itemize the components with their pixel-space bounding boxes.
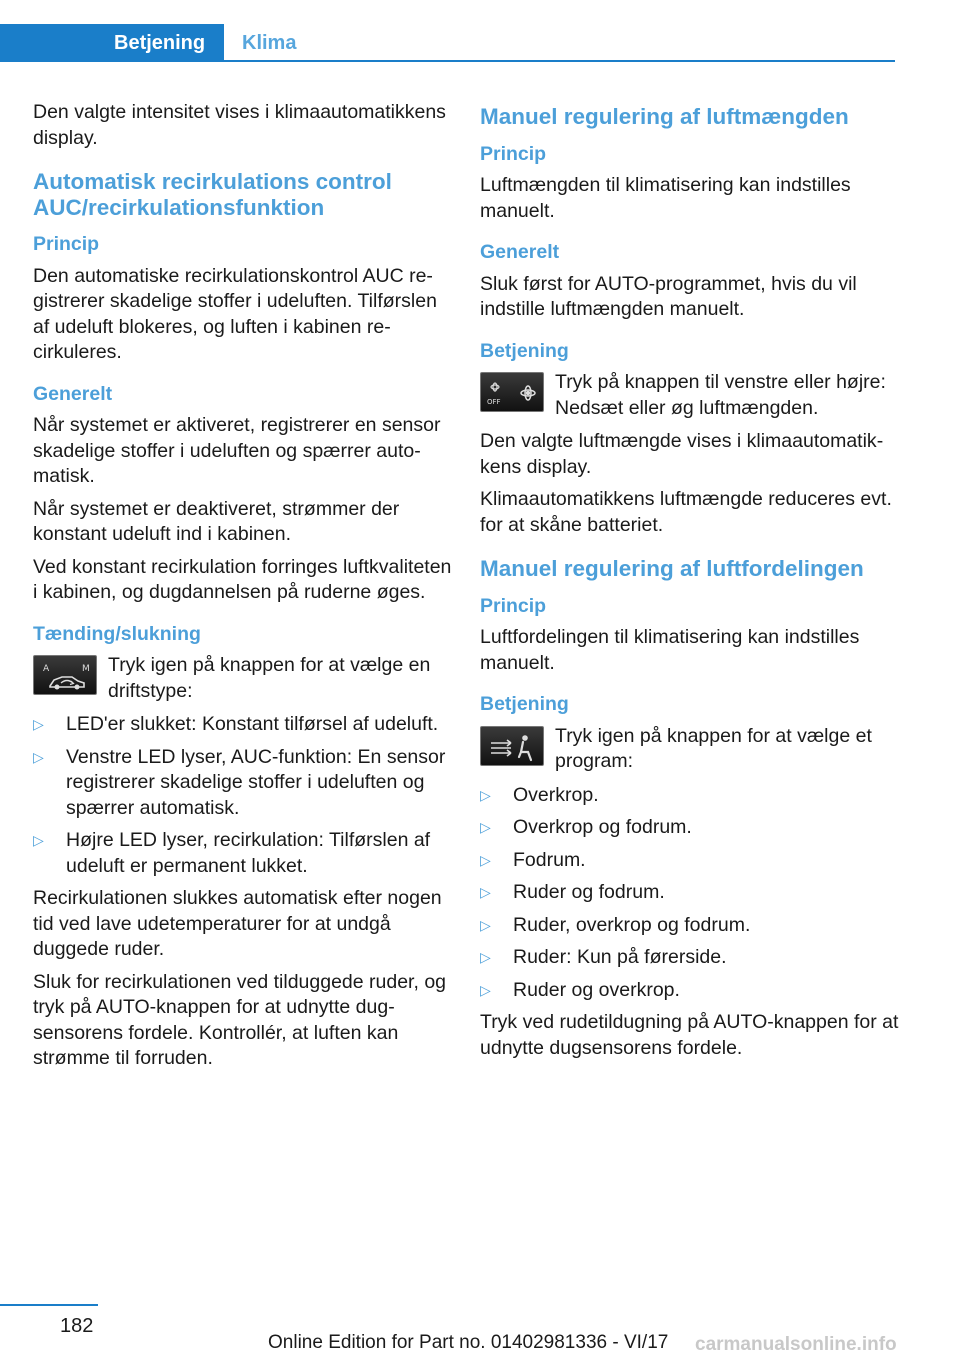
triangle-bullet-icon: ▷ bbox=[480, 786, 491, 803]
recirculation-car-icon bbox=[34, 656, 97, 695]
mode-list bbox=[33, 712, 453, 879]
fan-off-label: OFF bbox=[487, 398, 501, 406]
princip-text: Den automatiske recirkulationskontrol AUC registrerer skadelige stoffer i udeluften. Tilførslen af udeluft blokeres, og luften i kabinen recirkuleres. bbox=[33, 264, 437, 363]
princip-2-text: Luftfordelingen til klimatisering kan indstilles manuelt. bbox=[480, 626, 860, 674]
watermark-logo: carmanualsonline.info bbox=[695, 1334, 897, 1355]
led-label-a: A bbox=[43, 664, 50, 674]
subheading-princip: Princip bbox=[33, 233, 100, 255]
subheading-betjening: Betjening bbox=[480, 339, 569, 362]
triangle-bullet-icon: ▷ bbox=[480, 819, 491, 835]
list-item: ▷ Overkrop. bbox=[480, 783, 900, 809]
after-paragraph-2: Sluk for recirkulationen ved tilduggede ruder, og tryk på AUTO-knappen for at udnytte dugsensorens fordele. Kontrollér, at luften kan strømme til forruden. bbox=[33, 970, 447, 1069]
fan-operation bbox=[480, 370, 900, 421]
taending-instruction: Tryk igen på knappen for at vælge en driftstype: bbox=[108, 654, 431, 702]
generelt-paragraph-2: Når systemet er deaktiveret, strømmer der konstant udeluft ind i kabinen. bbox=[33, 497, 400, 545]
subheading-princip-2: Princip bbox=[480, 594, 547, 617]
list-item: ▷ Ruder, overkrop og fodrum. bbox=[480, 913, 900, 939]
list-item: ▷ Ruder: Kun på førerside. bbox=[480, 945, 900, 971]
triangle-bullet-icon: ▷ bbox=[480, 851, 491, 868]
footer-rule bbox=[0, 1304, 98, 1306]
list-item: ▷ Fodrum. bbox=[480, 848, 900, 874]
left-column bbox=[33, 100, 453, 1079]
fan-instruction: Tryk på knappen til venstre eller højre: Nedsæt eller øg luftmængden. bbox=[555, 371, 886, 419]
right-column bbox=[480, 100, 900, 1068]
tab-betjening[interactable]: Betjening bbox=[0, 24, 224, 60]
triangle-bullet-icon: ▷ bbox=[480, 981, 491, 998]
subheading-princip: Princip bbox=[480, 142, 547, 165]
tab-klima[interactable]: Klima bbox=[242, 32, 297, 54]
footer-edition: Online Edition for Part no. 01402981336 - VI/17 bbox=[268, 1332, 669, 1353]
list-item: ▷ Ruder og overkrop. bbox=[480, 978, 900, 1004]
fan-button-image bbox=[480, 372, 544, 412]
section-heading-auc: Automatisk recirkulations control AUC/recirkulationsfunktion bbox=[33, 169, 392, 220]
fan-paragraph-2: Klimaautomatikkens luftmængde reduceres evt. for at skåne batteriet. bbox=[480, 488, 892, 536]
distribution-instruction: Tryk igen på knappen for at vælge et program: bbox=[555, 724, 872, 772]
list-item: ▷ Ruder og fodrum. bbox=[480, 880, 900, 906]
final-text: Tryk ved rudetildugning på AUTO-knappen for at udnytte dugsensorens fordele. bbox=[480, 1011, 899, 1059]
triangle-bullet-icon: ▷ bbox=[33, 716, 44, 732]
page-header bbox=[0, 24, 895, 62]
subheading-taending: Tænding/slukning bbox=[33, 622, 201, 645]
fan-paragraph-1: Den valgte luftmængde vises i klimaautomatikkens display. bbox=[480, 430, 884, 478]
section-heading-airflow: Manuel regulering af luftmængden bbox=[480, 104, 849, 129]
triangle-bullet-icon: ▷ bbox=[480, 884, 491, 900]
after-paragraph-1: Recirkulationen slukkes automatisk efter nogen tid ved lave udetemperaturer for at undgå duggede ruder. bbox=[33, 887, 442, 960]
generelt-text: Sluk først for AUTO-programmet, hvis du vil indstille luftmængden manuelt. bbox=[480, 272, 857, 320]
section-heading-distribution: Manuel regulering af luftfordelingen bbox=[480, 556, 864, 581]
generelt-paragraph-1: Når systemet er aktiveret, registrerer en sensor skadelige stoffer i udeluften og spærrer automatisk. bbox=[33, 414, 441, 487]
air-distribution-icon bbox=[481, 727, 544, 766]
list-item: ▷ LED'er slukket: Konstant tilførsel af udeluft. bbox=[33, 712, 453, 738]
list-item: ▷ Venstre LED lyser, AUC-funktion: En sensor registrerer skadelige stoffer i udeluften og spærrer automatisk. bbox=[33, 745, 446, 819]
list-item: ▷ Overkrop og fodrum. bbox=[480, 815, 900, 841]
recirculation-button-image bbox=[33, 655, 97, 695]
air-distribution-button-image bbox=[480, 726, 544, 766]
generelt-paragraph-3: Ved konstant recirkulation forringes luftkvaliteten i kabinen, og dugdannelsen på ruderne øges. bbox=[33, 555, 452, 603]
subheading-generelt: Generelt bbox=[33, 382, 113, 405]
triangle-bullet-icon: ▷ bbox=[480, 916, 491, 933]
subheading-betjening-2: Betjening bbox=[480, 693, 569, 715]
page-number: 182 bbox=[60, 1315, 94, 1337]
subheading-generelt: Generelt bbox=[480, 241, 560, 263]
triangle-bullet-icon: ▷ bbox=[33, 748, 44, 765]
triangle-bullet-icon: ▷ bbox=[33, 832, 44, 848]
list-item: ▷ Højre LED lyser, recirkulation: Tilførslen af udeluft er permanent lukket. bbox=[33, 829, 431, 877]
recirculation-operation bbox=[33, 653, 453, 704]
program-list bbox=[480, 783, 900, 1004]
distribution-operation bbox=[480, 724, 900, 775]
led-label-m: M bbox=[82, 664, 90, 674]
princip-text: Luftmængden til klimatisering kan indstilles manuelt. bbox=[480, 174, 851, 222]
intro-text: Den valgte intensitet vises i klimaautomatikkens display. bbox=[33, 101, 446, 149]
fan-icon bbox=[481, 373, 544, 412]
triangle-bullet-icon: ▷ bbox=[480, 949, 491, 965]
